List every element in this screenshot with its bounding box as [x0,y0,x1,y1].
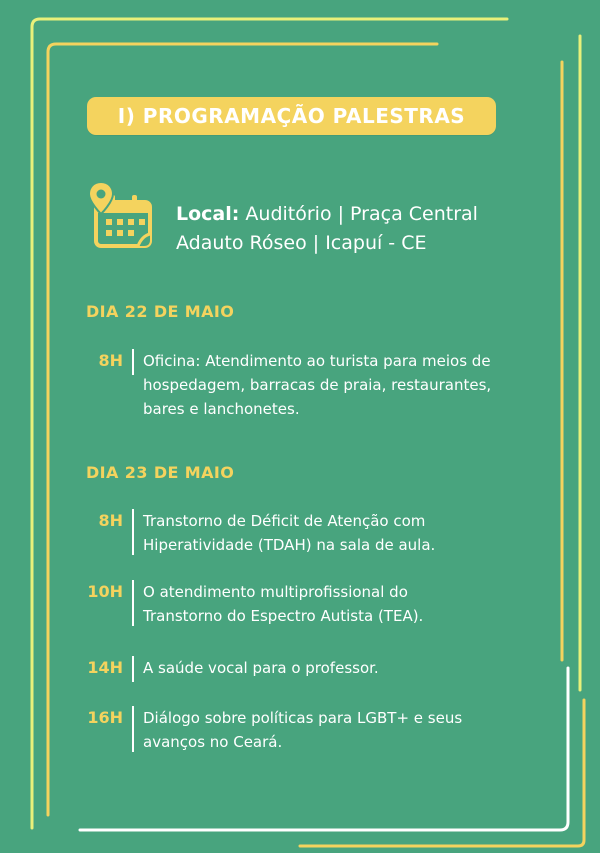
event-description [143,656,523,680]
event-line: O atendimento multiprofissional do [143,583,408,601]
event-line: Oficina: Atendimento ao turista para meios de [143,352,491,370]
event-line: Hiperatividade (TDAH) na sala de aula. [143,536,436,554]
event-divider [132,580,134,626]
location-line-2: Adauto Róseo | Icapuí - CE [176,232,427,254]
event-divider [132,349,134,375]
event-divider [132,656,134,682]
event-time: 8H [98,511,123,530]
day-heading: DIA 22 DE MAIO [86,302,235,321]
event-description [143,580,523,628]
event-line: Transtorno do Espectro Autista (TEA). [143,607,424,625]
section-title-banner [87,97,496,135]
location-label: Local: [176,203,240,225]
event-description [143,509,523,557]
event-time: 16H [87,708,123,727]
event-time: 8H [98,351,123,370]
location-text [176,200,556,258]
day-heading: DIA 23 DE MAIO [86,463,235,482]
event-description [143,349,523,421]
event-line: Diálogo sobre políticas para LGBT+ e seus [143,709,463,727]
event-divider [132,706,134,752]
section-title: I) PROGRAMAÇÃO PALESTRAS [117,104,466,128]
location-line-1 [176,200,556,229]
event-time: 10H [87,582,123,601]
event-divider [132,509,134,555]
event-time: 14H [87,658,123,677]
event-line: avanços no Ceará. [143,733,283,751]
location-calendar-icon [86,180,160,252]
location-venue: Auditório | Praça Central [239,203,478,225]
event-description [143,706,523,754]
event-line: A saúde vocal para o professor. [143,659,379,677]
event-line: bares e lanchonetes. [143,400,300,418]
event-line: Transtorno de Déficit de Atenção com [143,512,426,530]
event-line: hospedagem, barracas de praia, restaurantes, [143,376,492,394]
